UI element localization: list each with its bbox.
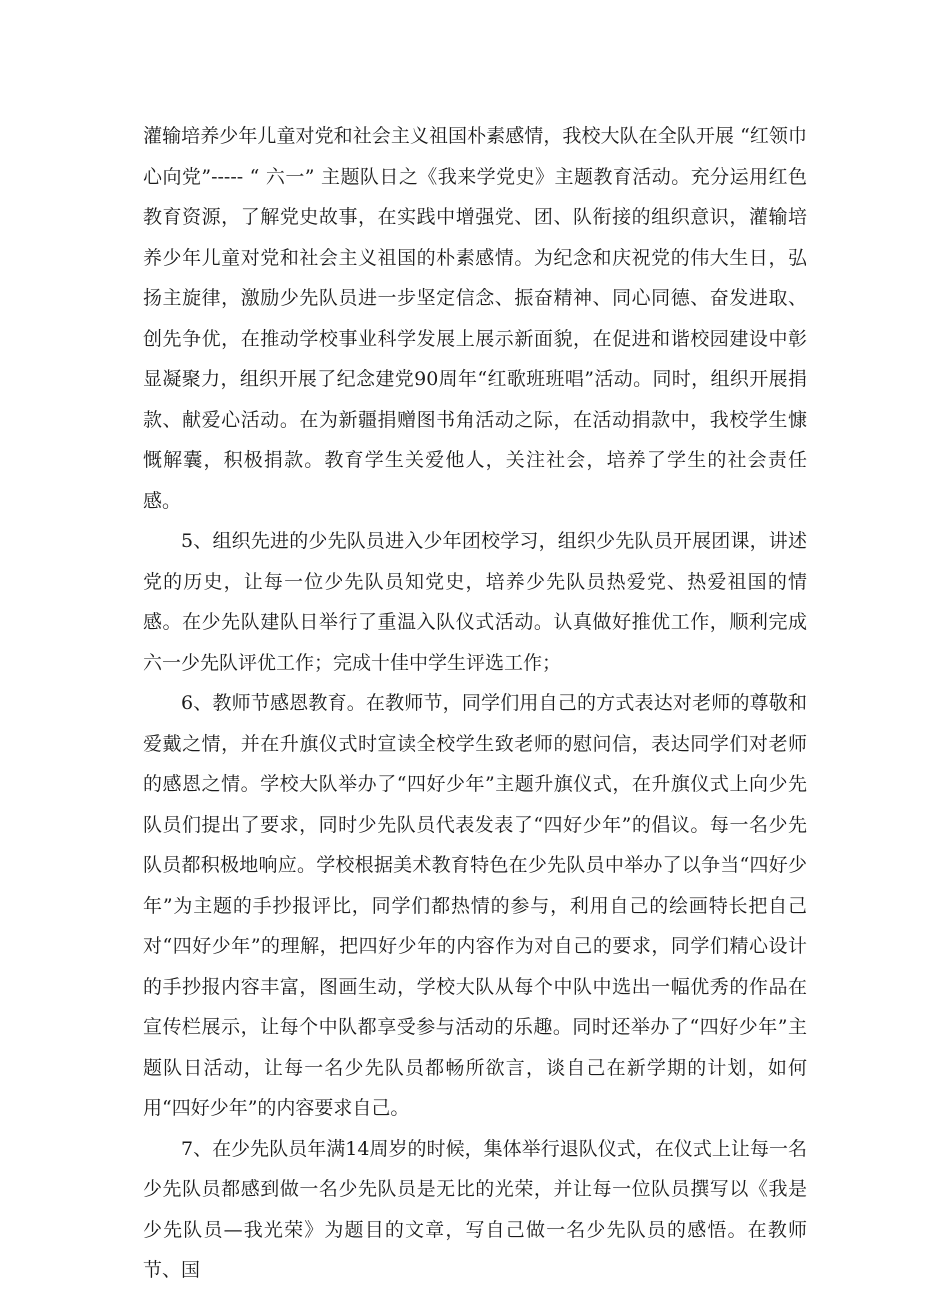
paragraph-3: 6、教师节感恩教育。在教师节，同学们用自己的方式表达对老师的尊敬和爱戴之情，并在升旗仪式时宣读全校学生致老师的慰问信，表达同学们对老师的感恩之情。学校大队举办了“四好少年”主题升旗仪式，在升旗仪式上向少先队员们提出了要求，同时少先队员代表发表了“四好少年”的倡议。每一名少先队员都积极地响应。学校根据美术教育特色在少先队员中举办了以争当“四好少年”为主题的手抄报评比，同学们都热情的参与，利用自己的绘画特长把自己对“四好少年”的理解，把四好少年的内容作为对自己的要求，同学们精心设计的手抄报内容丰富，图画生动，学校大队从每个中队中选出一幅优秀的作品在宣传栏展示，让每个中队都享受参与活动的乐趣。同时还举办了“四好少年”主题队日活动，让每一名少先队员都畅所欲言，谈自己在新学期的计划，如何用“四好少年”的内容要求自己。 — [143, 692, 807, 1119]
document-body — [143, 116, 807, 1291]
paragraph-4: 7、在少先队员年满14周岁的时候，集体举行退队仪式，在仪式上让每一名少先队员都感到做一名少先队员是无比的光荣，并让每一位队员撰写以《我是少先队员—我光荣》为题目的文章，写自己做一名少先队员的感悟。在教师节、国 — [143, 1137, 807, 1281]
paragraph-1: 灌输培养少年儿童对党和社会主义祖国朴素感情，我校大队在全队开展 “红领巾心向党”----- “ 六一” 主题队日之《我来学党史》主题教育活动。充分运用红色教育资源，了解党史故事，在实践中增强党、团、队衔接的组织意识，灌输培养少年儿童对党和社会主义祖国的朴素感情。为纪念和庆祝党的伟大生日，弘扬主旋律，激励少先队员进一步坚定信念、振奋精神、同心同德、奋发进取、创先争优，在推动学校事业科学发展上展示新面貌，在促进和谐校园建设中彰显凝聚力，组织开展了纪念建党90周年“红歌班班唱”活动。同时，组织开展捐款、献爱心活动。在为新疆捐赠图书角活动之际，在活动捐款中，我校学生慷慨解囊，积极捐款。教育学生关爱他人，关注社会，培养了学生的社会责任感。 — [143, 125, 807, 512]
paragraph-2: 5、组织先进的少先队员进入少年团校学习，组织少先队员开展团课，讲述党的历史，让每一位少先队员知党史，培养少先队员热爱党、热爱祖国的情感。在少先队建队日举行了重温入队仪式活动。认真做好推优工作，顺利完成六一少先队评优工作；完成十佳中学生评选工作； — [143, 530, 807, 674]
